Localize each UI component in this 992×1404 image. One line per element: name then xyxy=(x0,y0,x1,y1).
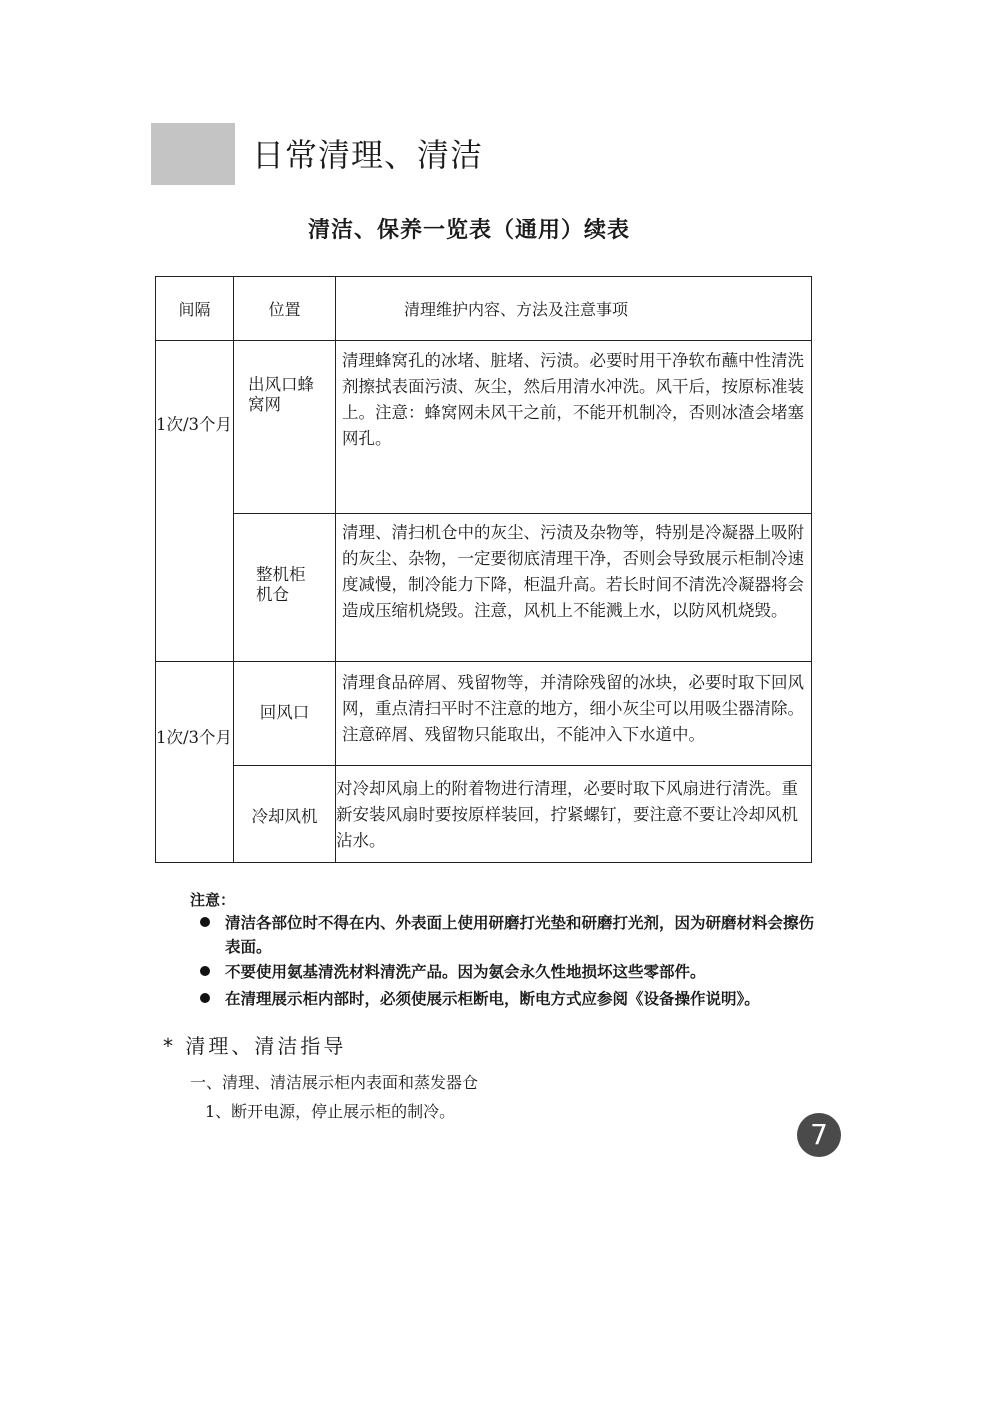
table-title: 清洁、保养一览表（通用）续表 xyxy=(307,218,630,243)
bullet-icon xyxy=(200,917,210,927)
position-cell: 回风口 xyxy=(259,703,310,722)
guide-heading: * 清理、清洁指导 xyxy=(163,1034,347,1058)
position-cell: 整机柜机仓 xyxy=(256,565,306,604)
page-number: 7 xyxy=(797,1113,841,1157)
col-divider-2 xyxy=(335,277,336,862)
notice-item: 在清理展示柜内部时，必须使展示柜断电，断电方式应参阅《设备操作说明》。 xyxy=(225,990,760,1008)
position-cell: 冷却风机 xyxy=(251,807,318,826)
content-cell: 对冷却风扇上的附着物进行清理，必要时取下风扇进行清洗。重新安装风扇时要按原样装回，拧紧螺钉，要注意不要让冷却风机沾水。 xyxy=(336,779,798,850)
maintenance-table xyxy=(155,276,812,863)
content-cell: 清理食品碎屑、残留物等，并清除残留的冰块，必要时取下回风网，重点清扫平时不注意的地方，细小灰尘可以用吸尘器清除。注意碎屑、残留物只能取出，不能冲入下水道中。 xyxy=(342,673,804,744)
header-position: 位置 xyxy=(268,300,301,319)
header-interval: 间隔 xyxy=(178,300,211,319)
header-divider xyxy=(156,340,811,341)
bullet-icon xyxy=(200,966,210,976)
col-divider-1 xyxy=(233,277,234,862)
interval-cell: 1次/3个月 xyxy=(156,728,233,747)
notice-heading: 注意： xyxy=(190,891,236,909)
notice-item: 清洁各部位时不得在内、外表面上使用研磨打光垫和研磨打光剂，因为研磨材料会擦伤表面。 xyxy=(225,914,815,956)
interval-cell: 1次/3个月 xyxy=(156,415,233,434)
notice-item: 不要使用氨基清洗材料清洗产品。因为氨会永久性地损坏这些零部件。 xyxy=(225,963,706,981)
row-divider-2 xyxy=(156,661,811,662)
page-title: 日常清理、清洁 xyxy=(252,136,484,174)
row-divider-3 xyxy=(234,765,811,766)
section-marker xyxy=(151,123,235,185)
content-cell: 清理、清扫机仓中的灰尘、污渍及杂物等，特别是冷凝器上吸附的灰尘、杂物，一定要彻底清理干净，否则会导致展示柜制冷速度减慢，制冷能力下降，柜温升高。若长时间不清洗冷凝器将会造成压缩机烧毁。注意，风机上不能溅上水，以防风机烧毁。 xyxy=(342,523,804,620)
bullet-icon xyxy=(200,993,210,1003)
content-cell: 清理蜂窝孔的冰堵、脏堵、污渍。必要时用干净软布蘸中性清洗剂擦拭表面污渍、灰尘，然后用清水冲洗。风干后，按原标准装上。注意：蜂窝网未风干之前，不能开机制冷，否则冰渣会堵塞网孔。 xyxy=(342,351,804,448)
position-cell: 出风口蜂窝网 xyxy=(248,375,314,414)
header-content: 清理维护内容、方法及注意事项 xyxy=(404,300,629,319)
guide-step: 1、断开电源，停止展示柜的制冷。 xyxy=(205,1102,456,1121)
guide-subheading: 一、清理、清洁展示柜内表面和蒸发器仓 xyxy=(190,1073,479,1092)
row-divider-1 xyxy=(234,513,811,514)
